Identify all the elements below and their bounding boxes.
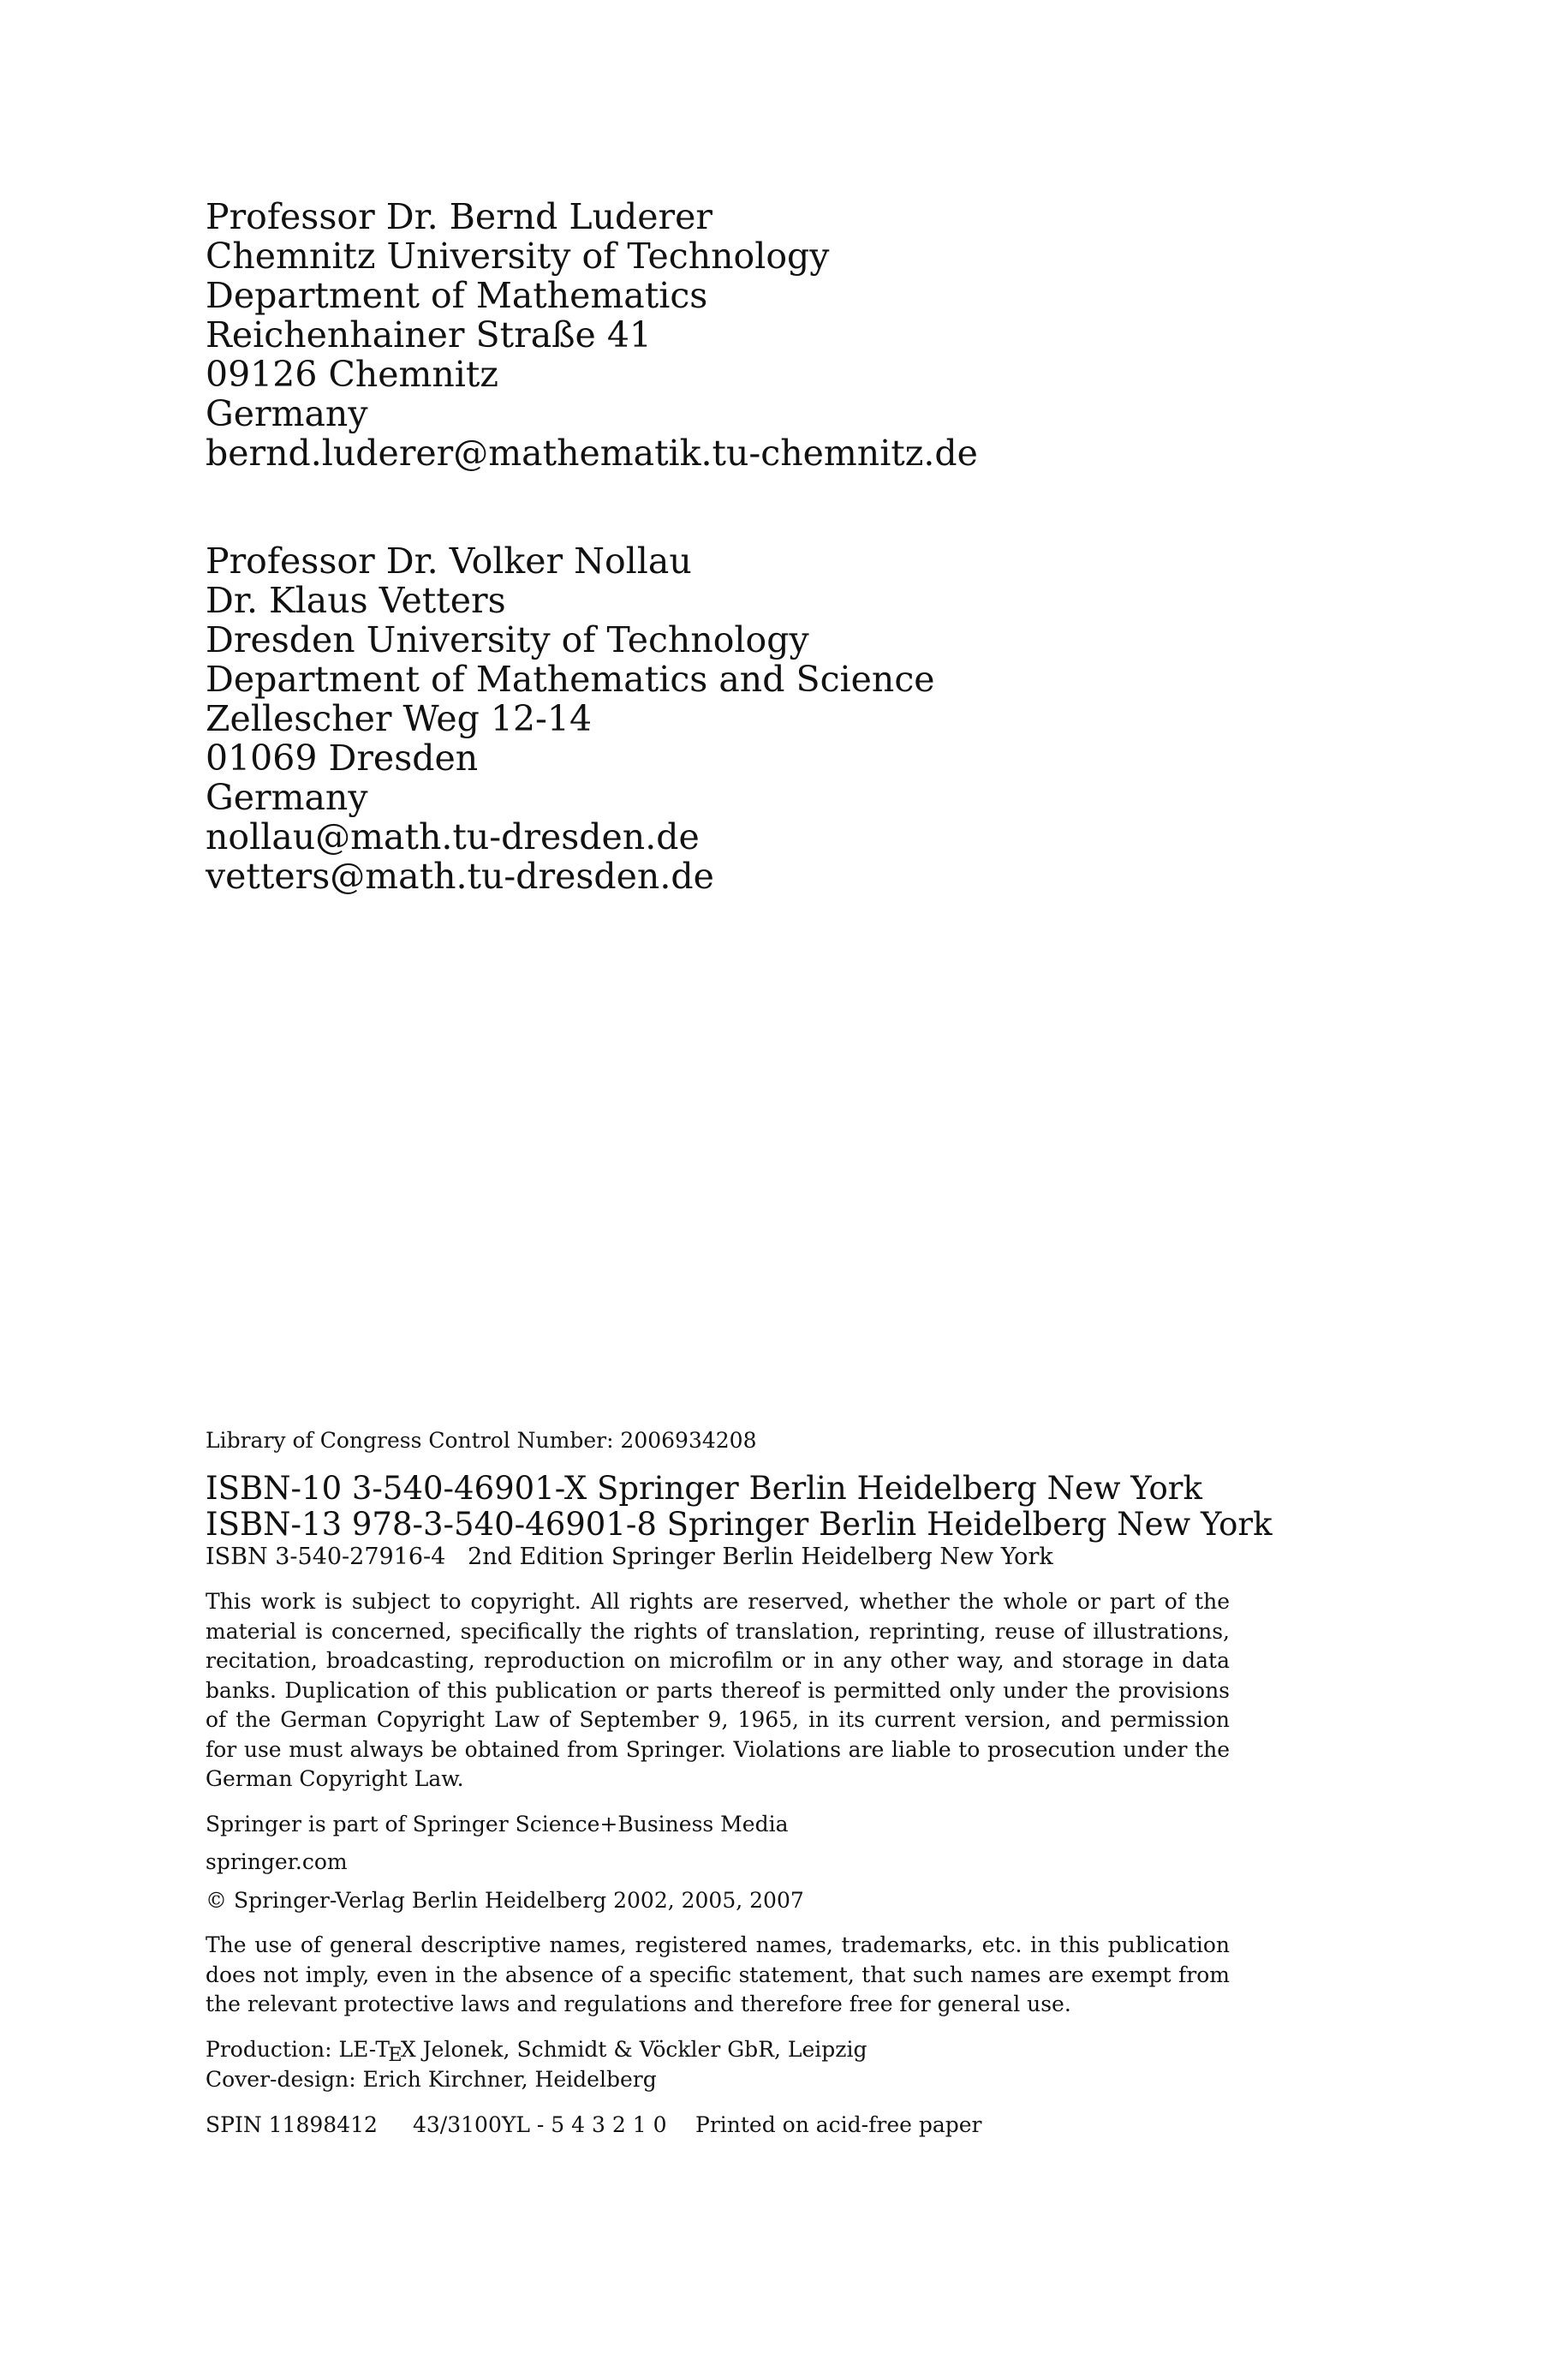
- email: nollau@math.tu-dresden.de: [206, 816, 700, 857]
- email: bernd.luderer@mathematik.tu-chemnitz.de: [206, 433, 978, 474]
- street: Zellescher Weg 12-14: [206, 698, 593, 739]
- print-code: 43/3100YL - 5 4 3 2 1 0: [413, 2111, 667, 2137]
- isbn-13: ISBN-13 978-3-540-46901-8 Springer Berlin Heidelberg New York: [206, 1506, 1273, 1543]
- copyright-line: © Springer-Verlag Berlin Heidelberg 2002, 2005, 2007: [206, 1887, 804, 1913]
- production-suffix: X Jelonek, Schmidt & Vöckler GbR, Leipzig: [400, 2036, 867, 2062]
- author-name: Professor Dr. Volker Nollau: [206, 540, 692, 582]
- author-name: Professor Dr. Bernd Luderer: [206, 196, 713, 237]
- city: 09126 Chemnitz: [206, 354, 498, 395]
- institution: Chemnitz University of Technology: [206, 236, 830, 277]
- cover-design-credit: Cover-design: Erich Kirchner, Heidelberg: [206, 2067, 657, 2092]
- copyright-notice: This work is subject to copyright. All rights are reserved, whether the whole or part of the material is concerned, specifically the rights of translation, reprinting, reuse of illustrations, recitation, broadcasting, reproduction on microfilm or in any other way, and storage in data banks. Duplication of this publication or parts thereof is permitted only under the provisions of the German Copyright Law of September 9, 1965, in its current version, and permission for use must always be obtained from Springer. Violations are liable to prosecution under the German Copyright Law.: [206, 1589, 1230, 1791]
- website: springer.com: [206, 1849, 348, 1874]
- author-address-dresden: [206, 541, 935, 896]
- tex-e-letter: E: [388, 2043, 402, 2066]
- trademark-notice: The use of general descriptive names, registered names, trademarks, etc. in this publication does not imply, even in the absence of a specific statement, that such names are exempt from the relevant protective laws and regulations and therefore free for general use.: [206, 1932, 1230, 2016]
- production-credit: [206, 2035, 1230, 2066]
- isbn-2nd-edition: ISBN 3-540-27916-4 2nd Edition Springer Berlin Heidelberg New York: [206, 1544, 1053, 1570]
- department: Department of Mathematics and Science: [206, 659, 935, 700]
- author-address-chemnitz: [206, 197, 978, 473]
- email: vetters@math.tu-dresden.de: [206, 856, 714, 897]
- department: Department of Mathematics: [206, 275, 708, 316]
- isbn-10: ISBN-10 3-540-46901-X Springer Berlin Heidelberg New York: [206, 1470, 1202, 1507]
- spin-number: SPIN 11898412: [206, 2111, 378, 2137]
- institution: Dresden University of Technology: [206, 619, 809, 660]
- country: Germany: [206, 393, 368, 434]
- production-prefix: Production: LE-T: [206, 2036, 391, 2062]
- paper-note: Printed on acid-free paper: [695, 2111, 982, 2137]
- springer-part-of: Springer is part of Springer Science+Business Media: [206, 1811, 789, 1837]
- print-info-line: [206, 2111, 1230, 2140]
- country: Germany: [206, 777, 368, 818]
- lccn: Library of Congress Control Number: 2006934208: [206, 1428, 757, 1453]
- author-name: Dr. Klaus Vetters: [206, 580, 506, 621]
- city: 01069 Dresden: [206, 738, 479, 779]
- imprint-block: [206, 1426, 1273, 2140]
- street: Reichenhainer Straße 41: [206, 314, 653, 355]
